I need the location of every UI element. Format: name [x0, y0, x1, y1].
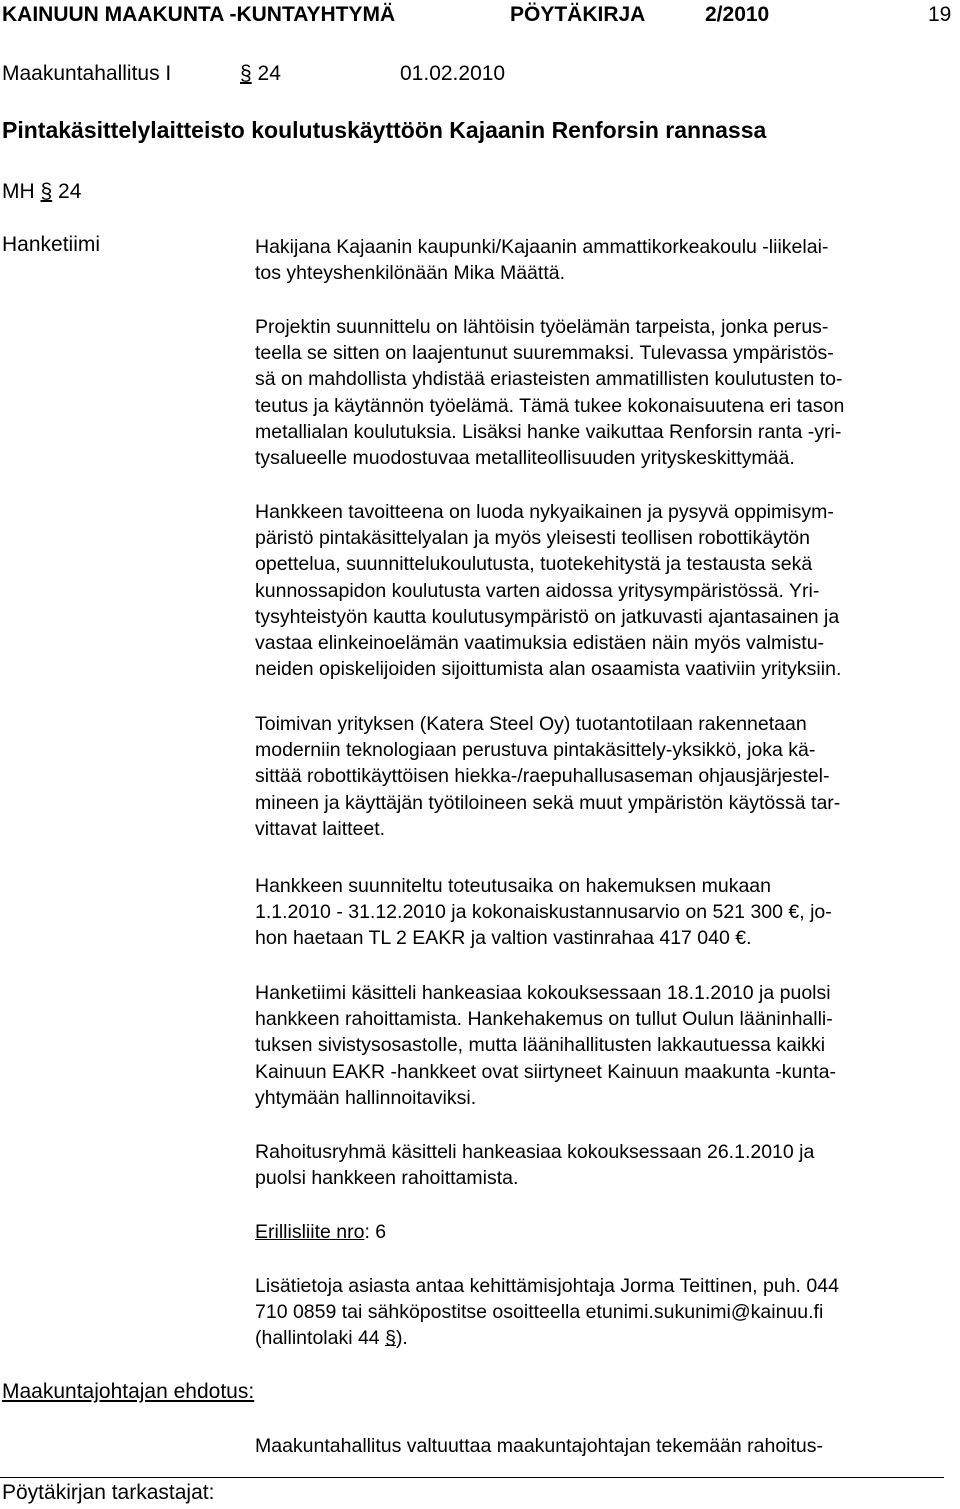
document-number: 2/2010: [705, 3, 770, 26]
proposal-label: Maakuntajohtajan ehdotus:: [2, 1380, 255, 1403]
paragraph-contact: [255, 1273, 839, 1352]
text-line: sittää robottikäyttöisen hiekka-/raepuhallusaseman ohjausjärjestel-: [255, 765, 830, 788]
text-line: teella se sitten on laajentunut suuremmaksi. Tulevassa ympäristös-: [255, 342, 834, 365]
text-line: Toimivan yrityksen (Katera Steel Oy) tuotantotilaan rakennetaan: [255, 713, 807, 735]
paragraph-applicant: [255, 234, 828, 286]
text-line: Maakuntahallitus valtuuttaa maakuntajohtajan tekemään rahoitus-: [255, 1435, 824, 1457]
organization-name: KAINUUN MAAKUNTA -KUNTAYHTYMÄ: [2, 3, 396, 26]
text-line: tysyhteistyön kautta koulutusympäristö on jatkuvasti ajantasainen ja: [255, 605, 840, 628]
section-prefix: MH: [2, 180, 35, 203]
text-line: teutus ja käytännön työelämä. Tämä tukee kokonaisuutena eri tason: [255, 394, 845, 417]
body-name: Maakuntahallitus I: [2, 62, 172, 85]
section-id: [2, 180, 81, 204]
text-line: Hakijana Kajaanin kaupunki/Kajaanin ammattikorkeakoulu -liikelai-: [255, 236, 829, 258]
attachment-label: Erillisliite nro: [255, 1221, 365, 1243]
page-number: 19: [928, 3, 952, 26]
page-title: Pintakäsittelylaitteisto koulutuskäyttöön Kajaanin Renforsin rannassa: [2, 117, 767, 143]
paragraph-unit: [255, 711, 840, 842]
attachment-line: [255, 1219, 386, 1245]
law-ref-suffix: ).: [395, 1327, 408, 1350]
paragraph-funding-group: [255, 1139, 814, 1191]
text-line: Rahoitusryhmä käsitteli hankeasiaa kokouksessaan 26.1.2010 ja: [255, 1141, 815, 1163]
text-line: sä on mahdollista yhdistää eriasteisten ammatillisten koulutusten to-: [255, 368, 843, 391]
text-line: 1.1.2010 - 31.12.2010 ja kokonaiskustannusarvio on 521 300 €, jo-: [255, 901, 832, 924]
text-line: opettelua, suunnittelukoulutusta, tuotekehitystä ja testausta sekä: [255, 553, 813, 576]
proposal-text: [255, 1433, 823, 1459]
meeting-date: 01.02.2010: [400, 62, 506, 85]
project-team-label: Hanketiimi: [2, 233, 101, 256]
text-line: tuksen sivistysosastolle, mutta läänihallitusten lakkautuessa kaikki: [255, 1034, 826, 1057]
checkers-label: Pöytäkirjan tarkastajat:: [2, 1481, 215, 1504]
text-line: Hankkeen suunniteltu toteutusaika on hakemuksen mukaan: [255, 875, 771, 897]
text-line: puolsi hankkeen rahoittamista.: [255, 1167, 519, 1190]
text-line: tos yhteyshenkilönään Mika Määttä.: [255, 262, 566, 285]
section-number: 24: [58, 180, 82, 203]
text-line: Hanketiimi käsitteli hankeasiaa kokouksessaan 18.1.2010 ja puolsi: [255, 982, 831, 1004]
text-line: Lisätietoja asiasta antaa kehittämisjohtaja Jorma Teittinen, puh. 044: [255, 1275, 839, 1297]
text-line: Projektin suunnittelu on lähtöisin työelämän tarpeista, jonka perus-: [255, 316, 829, 338]
text-line: moderniin teknologiaan perustuva pintakäsittely-yksikkö, joka kä-: [255, 739, 816, 762]
law-ref-section: §: [385, 1327, 396, 1350]
text-line: Kainuun EAKR -hankkeet ovat siirtyneet Kainuun maakunta -kunta-: [255, 1060, 837, 1083]
section-header-number: 24: [257, 62, 281, 85]
section-symbol-2: §: [40, 180, 53, 203]
paragraph-schedule: [255, 873, 832, 952]
text-line: päristö pintakäsittelyalan ja myös yleisesti teollisen robottikäytön: [255, 527, 810, 550]
paragraph-goal: [255, 499, 841, 682]
attachment-value: : 6: [364, 1221, 387, 1243]
section-header: [240, 62, 281, 86]
text-line: kunnossapidon koulutusta varten aidossa yritysympäristössä. Yri-: [255, 579, 820, 602]
text-line: yhtymään hallinnoitaviksi.: [255, 1086, 477, 1109]
text-line: mineen ja käyttäjän työtiloineen sekä muut ympäristön käytössä tar-: [255, 791, 841, 814]
document-type: PÖYTÄKIRJA: [510, 3, 646, 26]
footer-divider: [0, 1477, 944, 1478]
contact-email-line[interactable]: 710 0859 tai sähköpostitse osoitteella etunimi.sukunimi@kainuu.fi: [255, 1301, 824, 1324]
text-line: metallialan koulutuksia. Lisäksi hanke vaikuttaa Renforsin ranta -yri-: [255, 420, 842, 443]
text-line: vastaa elinkeinoelämän vaatimuksia edistäen näin myös valmistu-: [255, 631, 825, 654]
law-ref-prefix: (hallintolaki 44: [255, 1327, 386, 1350]
text-line: hankkeen rahoittamista. Hankehakemus on tullut Oulun lääninhalli-: [255, 1008, 833, 1031]
text-line: Hankkeen tavoitteena on luoda nykyaikainen ja pysyvä oppimisym-: [255, 501, 834, 523]
text-line: hon haetaan TL 2 EAKR ja valtion vastinrahaa 417 040 €.: [255, 927, 752, 950]
section-symbol: §: [240, 62, 252, 85]
text-line: neiden opiskelijoiden sijoittumista alan osaamista vaativiin yrityksiin.: [255, 658, 842, 681]
text-line: vittavat laitteet.: [255, 817, 386, 840]
paragraph-team-review: [255, 980, 836, 1111]
text-line: tysalueelle muodostuvaa metalliteollisuuden yrityskeskittymää.: [255, 446, 795, 469]
paragraph-background: [255, 314, 844, 471]
